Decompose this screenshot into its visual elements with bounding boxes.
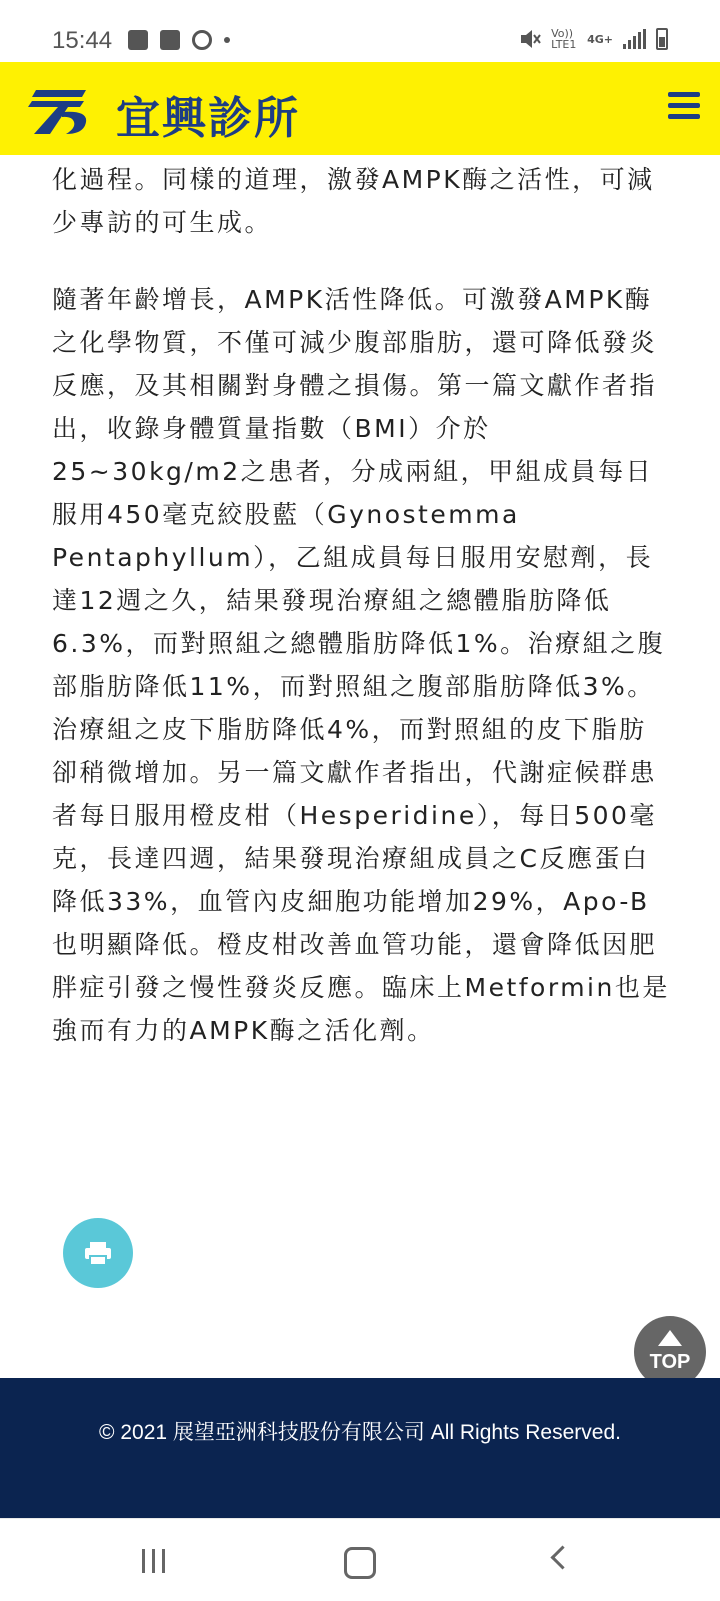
back-icon[interactable] [550,1545,574,1569]
signal-icon [623,29,646,49]
mute-icon [519,28,541,50]
hamburger-menu-icon[interactable] [668,92,700,120]
article-paragraph: 化過程。同樣的道理，激發AMPK酶之活性，可減少專訪的可生成。 [52,165,655,237]
top-label: TOP [649,1351,691,1373]
site-header [0,62,720,155]
site-footer [0,1378,720,1518]
status-time: 15:44 [52,27,113,54]
copyright-text: © 2021 展望亞洲科技股份有限公司 All Rights Reserved. [99,1421,621,1444]
volte-icon: Vo)) LTE1 [551,27,577,51]
print-button[interactable] [63,1218,133,1288]
brand-title[interactable]: 宜興診所 [116,93,300,144]
image-icon [128,30,148,50]
article-body [52,155,672,1052]
home-icon[interactable] [344,1547,376,1579]
battery-icon [656,28,668,50]
dot-icon [224,37,230,43]
recent-apps-icon[interactable] [142,1549,165,1573]
printer-icon [63,1218,133,1288]
shopping-bag-icon [160,30,180,50]
arrow-up-icon [658,1330,682,1346]
clinic-logo-icon[interactable] [28,84,90,136]
article-paragraph: 隨著年齡增長，AMPK活性降低。可激發AMPK酶之化學物質，不僅可減少腹部脂肪，還可降低發炎反應，及其相關對身體之損傷。第一篇文獻作者指出，收錄身體質量指數（BMI）介於25~30kg/m2之患者，分成兩組，甲組成員每日服用450毫克絞股藍（Gynostemma Pentaphyllum），乙組成員每日服用安慰劑，長達12週之久，結果發現治療組之總體脂肪降低6.3%，而對照組之總體脂肪降低1%。治療組之腹部脂肪降低11%，而對照組之腹部脂肪降低3%。治療組之皮下脂肪降低4%，而對照組的皮下脂肪卻稍微增加。另一篇文獻作者指出，代謝症候群患者每日服用橙皮柑（Hesperidine），每日500毫克，長達四週，結果發現治療組成員之C反應蛋白降低33%，血管內皮細胞功能增加29%，Apo-B也明顯降低。橙皮柑改善血管功能，還會降低因肥胖症引發之慢性發炎反應。臨床上Metformin也是強而有力的AMPK酶之活化劑。 [52,285,670,1045]
android-nav-bar [0,1518,720,1601]
status-bar [0,0,720,62]
4g-icon: 4G+ [587,32,613,46]
chrome-icon [192,30,212,50]
